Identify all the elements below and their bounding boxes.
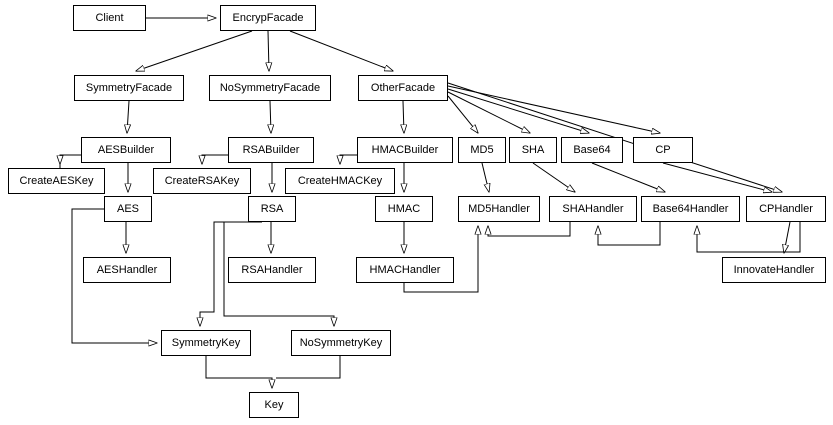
node-label: AESHandler [96,263,158,276]
edge-base64handler-shahandler [598,222,660,245]
node-rsabuilder[interactable] [228,137,314,163]
node-hmachandler[interactable] [356,257,454,283]
node-rsa[interactable] [248,196,296,222]
node-label: SymmetryKey [171,336,241,349]
edge-otherfacade-cp [448,86,660,133]
node-label: SHAHandler [562,202,624,215]
node-createhmackey[interactable] [285,168,395,194]
node-hmac[interactable] [375,196,433,222]
node-nosymmetrykey[interactable] [291,330,391,356]
node-encrypfacade[interactable] [220,5,316,31]
node-otherfacade[interactable] [358,75,448,101]
edge-cphandler-innovatehandler [784,222,790,253]
node-aes[interactable] [104,196,152,222]
node-nosymmetryfacade[interactable] [209,75,331,101]
node-label: Key [264,398,284,411]
edge-nosymmetryfacade-rsabuilder [270,101,271,133]
edge-cp-cphandler [663,163,772,192]
node-client[interactable] [73,5,146,31]
node-key[interactable] [249,392,299,418]
node-label: InnovateHandler [733,263,815,276]
edge-md5-md5handler [482,163,489,192]
edge-rsabuilder-creatersakey [202,155,228,164]
node-createaeskey[interactable] [8,168,105,194]
node-label: Base64Handler [652,202,729,215]
node-rsahandler[interactable] [228,257,316,283]
node-label: NoSymmetryFacade [219,81,321,94]
edge-aesbuilder-createaeskey [60,155,81,168]
edge-symmetryfacade-aesbuilder [127,101,129,133]
node-label: RSAHandler [241,263,303,276]
node-base64handler[interactable] [641,196,740,222]
node-label: RSABuilder [242,143,300,156]
edge-cphandler-base64handler [697,222,800,252]
node-aesbuilder[interactable] [81,137,171,163]
edge-nosymmetrykey-key [276,356,340,378]
edge-otherfacade-md5 [448,96,478,133]
node-label: SymmetryFacade [85,81,173,94]
node-label: CreateRSAKey [164,174,240,187]
node-symmetrykey[interactable] [161,330,251,356]
node-label: Base64 [573,143,611,156]
node-label: AES [116,202,139,215]
edge-otherfacade-hmacbuilder [403,101,404,133]
node-sha[interactable] [509,137,557,163]
node-label: AESBuilder [97,143,155,156]
node-md5handler[interactable] [458,196,540,222]
node-label: CPHandler [759,202,813,215]
edge-sha-shahandler [533,163,575,192]
node-label: HMACHandler [369,263,441,276]
node-label: HMAC [387,202,421,215]
node-label: SHA [521,143,545,156]
node-creatersakey[interactable] [153,168,251,194]
node-shahandler[interactable] [549,196,637,222]
node-label: CreateHMACKey [297,174,383,187]
node-label: MD5Handler [468,202,530,215]
edge-encrypfacade-otherfacade [290,31,393,71]
node-label: HMACBuilder [371,143,439,156]
edge-hmacbuilder-createhmackey [340,155,357,164]
node-label: CreateAESKey [19,174,94,187]
edge-otherfacade-base64 [448,89,589,133]
edge-otherfacade-sha [448,92,530,133]
node-innovatehandler[interactable] [722,257,826,283]
edge-encrypfacade-nosymmetryfacade [268,31,269,71]
node-base64[interactable] [561,137,623,163]
node-aeshandler[interactable] [83,257,171,283]
node-hmacbuilder[interactable] [357,137,453,163]
node-md5[interactable] [458,137,506,163]
edge-symmetrykey-key [206,356,272,388]
edge-base64-base64handler [592,163,665,192]
node-label: RSA [260,202,284,215]
node-label: NoSymmetryKey [299,336,383,349]
node-label: MD5 [470,143,494,156]
node-label: OtherFacade [370,81,436,94]
node-label: Client [95,11,124,24]
edge-shahandler-md5handler [488,222,570,236]
node-symmetryfacade[interactable] [74,75,184,101]
node-label: EncrypFacade [232,11,304,24]
node-cphandler[interactable] [746,196,826,222]
edge-encrypfacade-symmetryfacade [136,31,252,71]
node-label: CP [655,143,671,156]
node-cp[interactable] [633,137,693,163]
